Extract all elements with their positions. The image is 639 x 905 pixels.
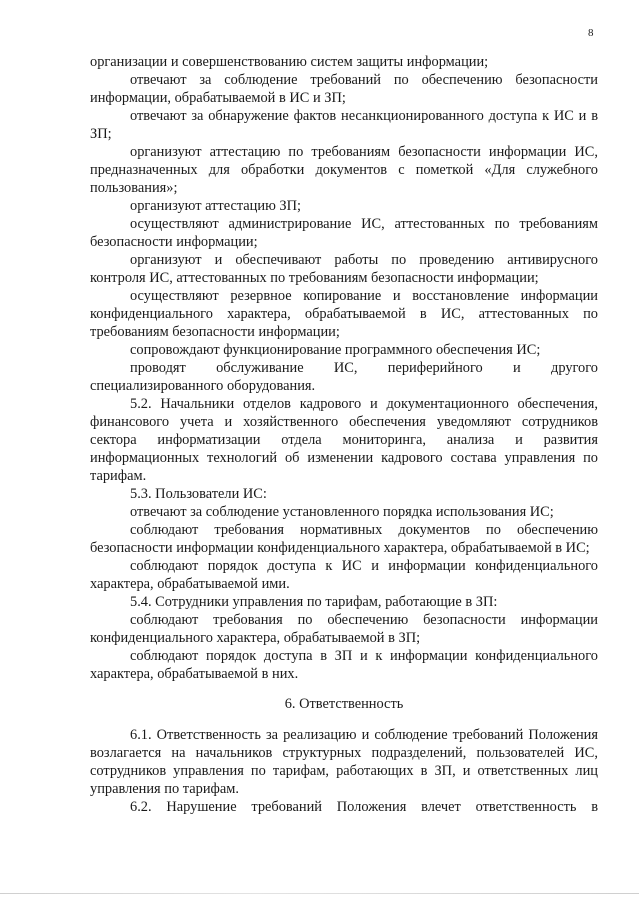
paragraph: проводят обслуживание ИС, периферийного и другого специализированного оборудования. [90, 360, 598, 394]
paragraph: 5.2. Начальники отделов кадрового и документационного обеспечения, финансового учета и хозяйственного обеспечения уведомляют сотрудников сектора информатизации отдела мониторинга, анализа и развития информационных технологий об изменении кадрового состава управления по тарифам. [90, 396, 598, 484]
paragraph: отвечают за соблюдение требований по обеспечению безопасности информации, обрабатываемой в ИС и ЗП; [90, 72, 598, 106]
paragraph: соблюдают требования по обеспечению безопасности информации конфиденциального характера, обрабатываемой в ЗП; [90, 612, 598, 646]
section-heading: 6. Ответственность [284, 696, 404, 712]
paragraph: организуют и обеспечивают работы по проведению антивирусного контроля ИС, аттестованных по требованиям безопасности информации; [90, 252, 598, 286]
paragraph: соблюдают порядок доступа к ИС и информации конфиденциального характера, обрабатываемой ими. [90, 558, 598, 592]
paragraph: 6.1. Ответственность за реализацию и соблюдение требований Положения возлагается на начальников структурных подразделений, пользователей ИС, сотрудников управления по тарифам, работающих в ЗП, и ответственных лиц управления по тарифам. [90, 727, 598, 797]
paragraph: соблюдают порядок доступа в ЗП и к информации конфиденциального характера, обрабатываемой в них. [90, 648, 598, 682]
paragraph: соблюдают требования нормативных документов по обеспечению безопасности информации конфиденциального характера, обрабатываемой в ИС; [90, 522, 598, 556]
paragraph: осуществляют администрирование ИС, аттестованных по требованиям безопасности информации; [90, 216, 598, 250]
paragraph: организуют аттестацию по требованиям безопасности информации ИС, предназначенных для обработки документов с пометкой «Для служебного пользования»; [90, 144, 598, 196]
paragraph: 5.4. Сотрудники управления по тарифам, работающие в ЗП: [130, 594, 498, 610]
paragraph: организации и совершенствованию систем защиты информации; [90, 54, 489, 70]
paragraph: осуществляют резервное копирование и восстановление информации конфиденциального характера, обрабатываемой в ИС, аттестованных по требованиям безопасности информации; [90, 288, 598, 340]
page-number: 8 [588, 27, 594, 39]
scan-edge-line [0, 893, 639, 894]
paragraph: 5.3. Пользователи ИС: [130, 486, 267, 502]
paragraph: сопровождают функционирование программного обеспечения ИС; [130, 342, 541, 358]
paragraph: отвечают за обнаружение фактов несанкционированного доступа к ИС и в ЗП; [90, 108, 598, 142]
paragraph: организуют аттестацию ЗП; [130, 198, 302, 214]
paragraph: отвечают за соблюдение установленного порядка использования ИС; [130, 504, 554, 520]
document-body [90, 53, 598, 816]
paragraph: 6.2. Нарушение требований Положения влечет ответственность в [130, 799, 598, 815]
